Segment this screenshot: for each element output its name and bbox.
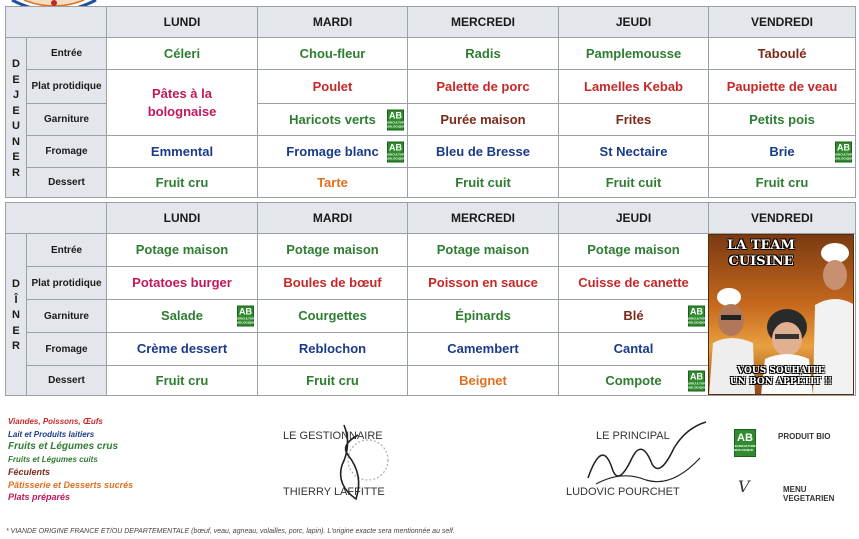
ab-bio-icon <box>832 141 855 162</box>
meal-item-text: Frites <box>615 111 652 127</box>
lunch-row-1 <box>6 70 856 104</box>
category-label: Entrée <box>27 234 107 267</box>
bio-key-label: PRODUIT BIO <box>778 432 831 441</box>
day-header-tuesday: MARDI <box>258 203 408 234</box>
lunch-row-0 <box>6 38 856 70</box>
meal-item-text: Crème dessert <box>136 341 228 356</box>
lunch-row-4 <box>6 168 856 198</box>
meal-cell <box>559 267 709 300</box>
lunch-rows <box>6 38 856 198</box>
category-label: Fromage <box>27 333 107 366</box>
meal-cell <box>408 234 559 267</box>
food-color-legend <box>8 416 133 504</box>
meal-cell <box>559 234 709 267</box>
meal-cell <box>107 333 258 366</box>
side-letter: E <box>12 104 20 117</box>
meal-cell <box>258 234 408 267</box>
meal-cell <box>408 300 559 333</box>
manager-name: THIERRY LAFFITTE <box>283 486 385 498</box>
principal-title: LE PRINCIPAL <box>596 430 670 442</box>
meal-cell <box>408 333 559 366</box>
meal-item-text: Salade <box>161 308 203 323</box>
lunch-row-3 <box>6 136 856 168</box>
meal-cell <box>408 70 559 104</box>
ab-bio-icon-bottom: AGRICULTURE BIOLOGIQUE <box>384 152 407 160</box>
category-label: Plat protidique <box>27 70 107 104</box>
meal-item-text: Purée maison <box>440 111 526 127</box>
ab-bio-icon-top: AB <box>389 110 402 120</box>
meal-item-text: Fruit cru <box>306 372 359 388</box>
meal-item-text: Camembert <box>447 341 519 356</box>
meal-cell <box>709 136 856 168</box>
ab-bio-icon-top: AB <box>837 142 850 152</box>
legend-item: Fruits et Légumes crus <box>8 441 119 452</box>
meal-item-text: Épinards <box>455 308 511 323</box>
header-corner <box>6 7 107 38</box>
meal-cell <box>408 136 559 168</box>
poster-subtitle-line-1: VOUS SOUHAITE <box>737 366 825 376</box>
meal-item-text: Radis <box>465 45 501 61</box>
day-header-monday: LUNDI <box>107 203 258 234</box>
legend-item: Lait et Produits laitiers <box>8 429 95 439</box>
meal-item-text: Bleu de Bresse <box>436 143 530 159</box>
bio-key-badge <box>734 428 756 457</box>
vegetarian-key-label: MENU VEGETARIEN <box>783 485 835 503</box>
meal-item-text: Taboulé <box>757 45 807 61</box>
ab-bio-icon <box>734 429 756 457</box>
meal-cell <box>408 38 559 70</box>
meal-cell <box>258 168 408 198</box>
meal-cell <box>559 366 709 396</box>
meal-item-text: Blé <box>623 308 644 323</box>
meal-item-text: Paupiette de veau <box>726 78 838 94</box>
meal-cell <box>709 104 856 136</box>
meal-item-text: Lamelles Kebab <box>584 78 683 94</box>
legend-item: Pâtisserie et Desserts sucrés <box>8 479 134 490</box>
header-corner <box>6 203 107 234</box>
manager-signature <box>322 415 392 505</box>
meal-item-text: St Nectaire <box>599 143 668 159</box>
poster-subtitle <box>709 366 853 388</box>
side-letter: Î <box>14 293 18 306</box>
meal-cell <box>107 366 258 396</box>
meal-item-text: Cantal <box>613 341 654 356</box>
ab-bio-icon-bottom: AGRICULTURE BIOLOGIQUE <box>234 316 257 325</box>
day-header-wednesday: MERCREDI <box>408 203 559 234</box>
ab-bio-icon-top: AB <box>690 371 703 381</box>
meal-cell <box>559 300 709 333</box>
meal-item-text: Beignet <box>459 372 507 388</box>
day-header-friday: VENDREDI <box>709 7 856 38</box>
poster-title-line-1: LA TEAM <box>727 238 795 253</box>
day-header-tuesday: MARDI <box>258 7 408 38</box>
meal-item-text: Tarte <box>317 174 348 190</box>
category-label: Entrée <box>27 38 107 70</box>
principal-signature <box>582 418 712 493</box>
meal-item-text: Poisson en sauce <box>428 275 538 290</box>
side-letter: R <box>12 340 20 353</box>
meal-cell <box>709 70 856 104</box>
meal-item-text: Cuisse de canette <box>578 275 689 290</box>
side-letter: D <box>12 278 20 291</box>
meal-item-text: Poulet <box>312 78 353 94</box>
side-letter: N <box>12 135 20 148</box>
meal-item-text: Pâtes à la bolognaise <box>147 85 217 119</box>
manager-title: LE GESTIONNAIRE <box>283 430 383 442</box>
meal-cell <box>258 136 408 168</box>
meal-cell <box>107 70 258 136</box>
meal-cell <box>258 70 408 104</box>
meal-item-text: Potage maison <box>135 242 229 257</box>
ab-bio-icon <box>234 306 257 327</box>
legend-item: Plats préparés <box>8 492 71 502</box>
meal-cell <box>559 136 709 168</box>
meat-origin-footnote: * VIANDE ORIGINE FRANCE ET/OU DEPARTEMENTALE (bœuf, veau, agneau, volailles, porc, lapin). L'origine exacte sera mentionnée au self. <box>6 528 455 535</box>
category-label: Garniture <box>27 300 107 333</box>
meal-item-text: Fruit cru <box>155 372 209 388</box>
category-label: Fromage <box>27 136 107 168</box>
meal-item-text: Chou-fleur <box>299 45 366 61</box>
day-header-monday: LUNDI <box>107 7 258 38</box>
meal-cell <box>258 333 408 366</box>
meal-item-text: Potage maison <box>286 242 379 257</box>
meal-cell <box>107 234 258 267</box>
meal-item-text: Haricots verts <box>289 111 376 127</box>
meal-item-text: Emmental <box>150 143 214 159</box>
vegetarian-icon: V <box>738 477 750 496</box>
side-letter: R <box>12 166 20 179</box>
meal-item-text: Petits pois <box>749 111 815 127</box>
ab-bio-icon-top: AB <box>239 306 252 317</box>
side-letter: J <box>12 89 20 101</box>
day-header-wednesday: MERCREDI <box>408 7 559 38</box>
ab-bio-icon-bottom: AGRICULTURE BIOLOGIQUE <box>832 152 855 160</box>
meal-cell <box>258 267 408 300</box>
ab-bio-icon-top: AB <box>690 306 703 317</box>
meal-item-text: Palette de porc <box>436 78 530 94</box>
day-header-friday: VENDREDI <box>709 203 856 234</box>
side-letter: N <box>12 309 20 322</box>
meal-item-text: Potatoes burger <box>132 275 232 290</box>
meal-item-text: Fruit cuit <box>455 174 511 190</box>
meal-item-text: Reblochon <box>298 341 367 356</box>
category-label: Dessert <box>27 366 107 396</box>
category-label: Dessert <box>27 168 107 198</box>
legend-item: Fruits et Légumes cuits <box>8 454 98 464</box>
side-letter: E <box>12 324 20 337</box>
meal-cell <box>258 300 408 333</box>
meal-cell <box>408 168 559 198</box>
ab-bio-icon <box>384 141 407 162</box>
meal-item-text: Fruit cru <box>755 174 809 190</box>
meal-cell <box>258 104 408 136</box>
category-label: Plat protidique <box>27 267 107 300</box>
meal-cell <box>258 366 408 396</box>
lunch-menu-table <box>5 6 856 198</box>
meal-item-text: Céleri <box>163 45 201 61</box>
side-letter: E <box>12 73 20 86</box>
ab-bio-icon-bottom: AGRICULTURE BIOLOGIQUE <box>685 381 708 389</box>
side-letter: U <box>12 120 20 132</box>
meal-cell <box>408 366 559 396</box>
meal-cell <box>559 38 709 70</box>
meal-cell <box>107 300 258 333</box>
meal-item-text: Compote <box>605 372 662 388</box>
side-letter: D <box>12 58 20 70</box>
dinner-side-label <box>6 234 27 396</box>
meal-cell <box>107 136 258 168</box>
poster-title <box>709 238 813 270</box>
meal-item-text: Fruit cuit <box>605 174 662 190</box>
lunch-side-label <box>6 38 27 198</box>
day-header-thursday: JEUDI <box>559 203 709 234</box>
meal-cell <box>559 70 709 104</box>
ab-bio-icon <box>685 370 708 391</box>
meal-cell <box>258 38 408 70</box>
meal-cell <box>559 168 709 198</box>
meal-cell <box>559 333 709 366</box>
meal-item-text: Pamplemousse <box>585 45 682 61</box>
ab-bio-icon-bottom: AGRICULTURE BIOLOGIQUE <box>384 120 407 128</box>
ab-bio-icon <box>685 306 708 327</box>
day-header-thursday: JEUDI <box>559 7 709 38</box>
ab-bio-icon <box>384 109 407 130</box>
team-cuisine-poster <box>708 234 854 395</box>
meal-item-text: Fruit cru <box>155 174 209 190</box>
meal-item-text: Brie <box>769 143 795 159</box>
ab-bio-icon-top: AB <box>389 142 402 152</box>
meal-cell <box>709 38 856 70</box>
lunch-day-header-row <box>6 7 856 38</box>
meal-item-text: Potage maison <box>587 242 680 257</box>
dinner-day-header-row <box>6 203 856 234</box>
poster-title-line-2: CUISINE <box>728 254 794 269</box>
poster-subtitle-line-2: UN BON APPÉTIT !! <box>729 377 833 387</box>
meal-item-text: Fromage blanc <box>286 143 379 159</box>
meal-cell <box>709 168 856 198</box>
meal-cell <box>408 104 559 136</box>
ab-bio-icon-top: AB <box>737 432 753 444</box>
ab-bio-icon-bottom: AGRICULTURE BIOLOGIQUE <box>685 316 708 325</box>
meal-item-text: Potage maison <box>436 242 530 257</box>
legend-item: Féculents <box>8 467 51 477</box>
meal-cell <box>559 104 709 136</box>
category-label: Garniture <box>27 104 107 136</box>
side-letter: E <box>12 151 20 163</box>
legend-item: Viandes, Poissons, Œufs <box>8 417 103 426</box>
principal-name: LUDOVIC POURCHET <box>566 486 680 498</box>
ab-bio-icon-bottom: AGRICULTURE BIOLOGIQUE <box>734 444 756 452</box>
meal-cell <box>107 168 258 198</box>
meal-cell <box>107 38 258 70</box>
meal-cell <box>107 267 258 300</box>
meal-item-text: Boules de bœuf <box>283 275 382 290</box>
meal-item-text: Courgettes <box>298 308 367 323</box>
meal-cell <box>408 267 559 300</box>
